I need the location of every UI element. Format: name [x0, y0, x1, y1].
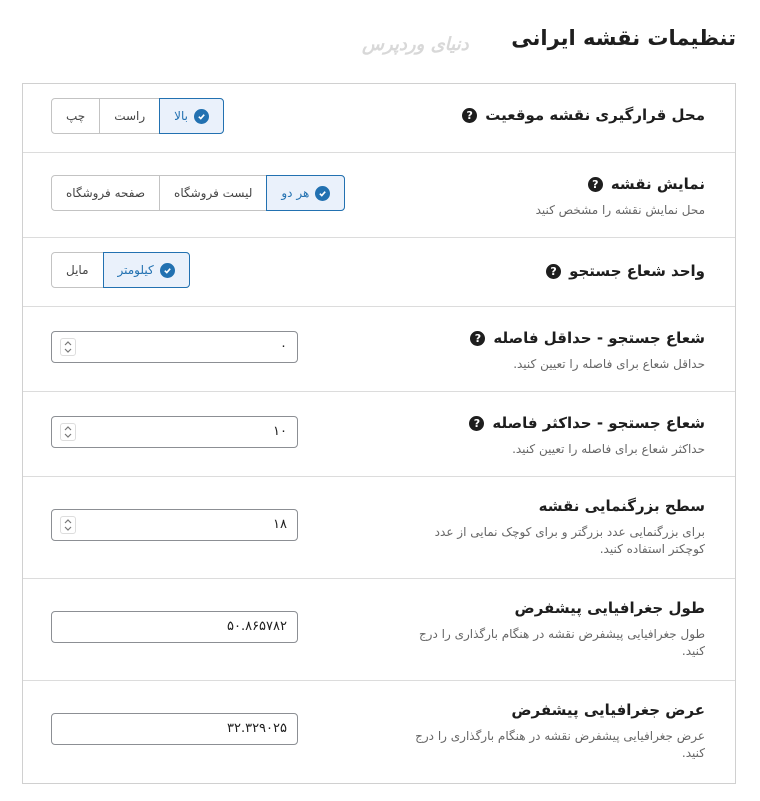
check-icon: [315, 186, 330, 201]
option-right[interactable]: راست: [99, 99, 159, 133]
radius-min-input[interactable]: [51, 331, 298, 363]
zoom-level-input[interactable]: [51, 509, 298, 541]
zoom-level-value: ۱۸: [273, 517, 287, 532]
setting-row-default-lng: [23, 579, 735, 681]
option-kilometer[interactable]: کیلومتر: [103, 252, 190, 288]
default-lng-input[interactable]: [51, 611, 298, 643]
check-icon: [194, 109, 209, 124]
default-lng-desc: طول جغرافیایی پیشفرض نقشه در هنگام بارگذاری را درج کنید.: [418, 627, 705, 658]
map-display-desc: محل نمایش نقشه را مشخص کنید: [535, 203, 705, 217]
setting-row-default-lat: [23, 681, 735, 783]
default-lng-value: ۵۰.۸۶۵۷۸۲: [227, 619, 287, 634]
check-icon: [160, 263, 175, 278]
option-store-page[interactable]: صفحه فروشگاه: [52, 176, 159, 210]
radius-min-desc: حداقل شعاع برای فاصله را تعیین کنید.: [513, 357, 705, 371]
settings-panel: [22, 83, 736, 784]
radius-max-desc: حداکثر شعاع برای فاصله را تعیین کنید.: [512, 442, 705, 456]
option-mile[interactable]: مایل: [52, 253, 103, 287]
option-both[interactable]: هر دو: [266, 175, 345, 211]
default-lat-title: عرض جغرافیایی پیشفرض: [511, 701, 705, 719]
setting-row-radius-unit: [23, 238, 735, 307]
setting-row-map-position: [23, 84, 735, 153]
help-icon[interactable]: ?: [469, 416, 484, 431]
setting-row-radius-max: [23, 392, 735, 477]
zoom-level-desc: برای بزرگنمایی عدد بزرگتر و برای کوچک نمایی از عدد کوچکتر استفاده کنید.: [434, 525, 705, 556]
zoom-level-title: سطح بزرگنمایی نقشه: [538, 497, 705, 515]
spinner-arrows-icon[interactable]: [60, 423, 76, 441]
option-left[interactable]: چپ: [52, 99, 99, 133]
map-position-title: محل قرارگیری نقشه موقعیت ?: [405, 106, 705, 124]
help-icon[interactable]: ?: [462, 108, 477, 123]
map-display-title: نمایش نقشه ?: [405, 175, 705, 193]
map-position-selector: [51, 98, 224, 134]
default-lng-title: طول جغرافیایی پیشفرض: [514, 599, 705, 617]
radius-min-value: ۰: [280, 339, 287, 354]
option-top[interactable]: بالا: [159, 98, 224, 134]
setting-row-zoom-level: [23, 477, 735, 579]
spinner-arrows-icon[interactable]: [60, 338, 76, 356]
radius-min-title: شعاع جستجو - حداقل فاصله ?: [405, 329, 705, 347]
radius-unit-selector: [51, 252, 190, 288]
spinner-arrows-icon[interactable]: [60, 516, 76, 534]
help-icon[interactable]: ?: [546, 264, 561, 279]
radius-max-value: ۱۰: [273, 424, 287, 439]
map-display-selector: [51, 175, 345, 211]
help-icon[interactable]: ?: [588, 177, 603, 192]
help-icon[interactable]: ?: [470, 331, 485, 346]
default-lat-input[interactable]: [51, 713, 298, 745]
option-store-list[interactable]: لیست فروشگاه: [159, 176, 266, 210]
watermark-logo: دنیای وردپرس: [362, 34, 469, 55]
setting-row-radius-min: [23, 307, 735, 392]
page-title: تنظیمات نقشه ایرانی: [511, 26, 736, 50]
default-lat-desc: عرض جغرافیایی پیشفرض نقشه در هنگام بارگذاری را درج کنید.: [415, 729, 705, 760]
radius-max-input[interactable]: [51, 416, 298, 448]
radius-unit-title: واحد شعاع جستجو ?: [405, 262, 705, 280]
setting-row-map-display: [23, 153, 735, 238]
default-lat-value: ۳۲.۳۲۹۰۲۵: [227, 721, 287, 736]
radius-max-title: شعاع جستجو - حداکثر فاصله ?: [405, 414, 705, 432]
